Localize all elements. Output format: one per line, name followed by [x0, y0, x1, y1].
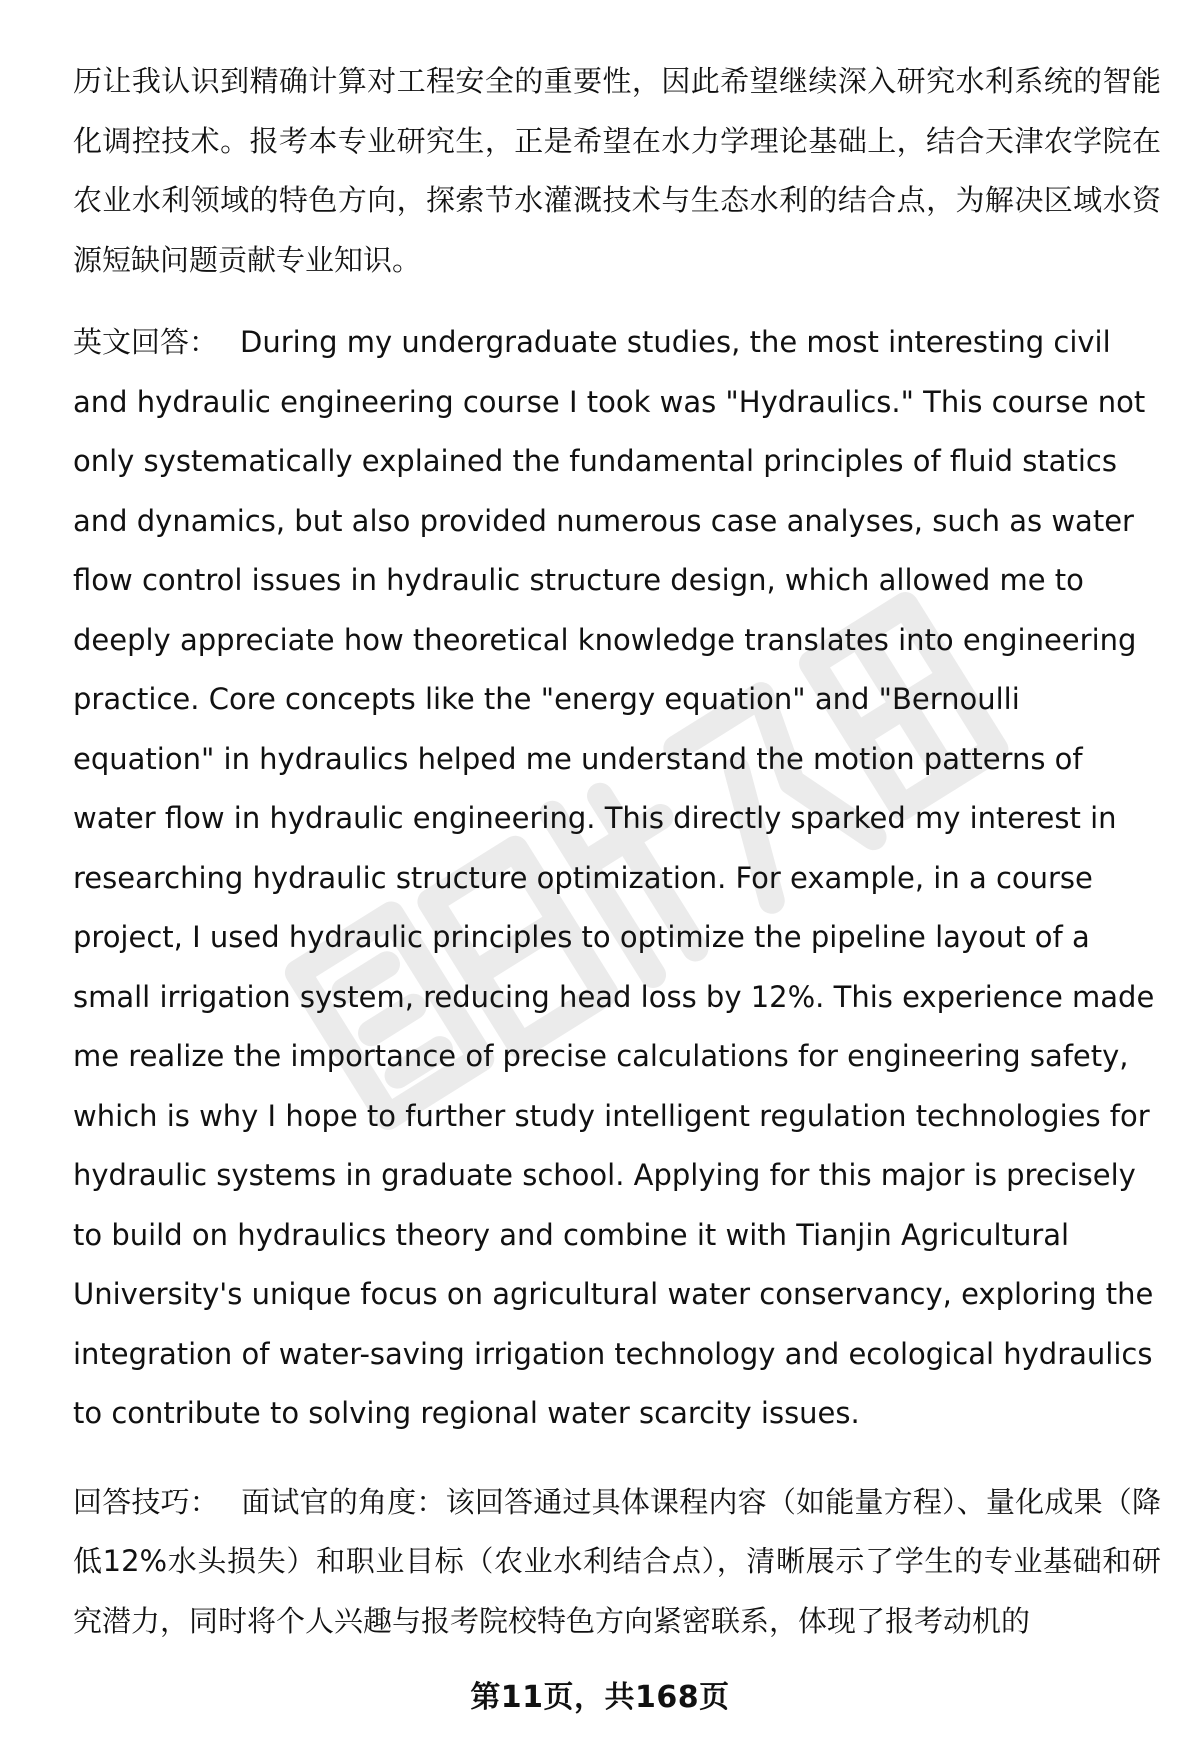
- english-answer-text: During my undergraduate studies, the most interesting civil and hydraulic engineering course I took was "Hydraulics." This course not only systematically explained the fundamental principles of fluid statics and dynamics, but also provided numerous case analyses, such as water flow control issues in hydraulic structure design, which allowed me to deeply appreciate how theoretical knowledge translates into engineering practice. Core concepts like the "energy equation" and "Bernoulli equation" in hydraulics helped me understand the motion patterns of water flow in hydraulic engineering. This directly sparked my interest in researching hydraulic structure optimization. For example, in a course project, I used hydraulic principles to optimize the pipeline layout of a small irrigation system, reducing head loss by 12%. This experience made me realize the importance of precise calculations for engineering safety, which is why I hope to further study intelligent regulation technologies for hydraulic systems in graduate school. Applying for this major is precisely to build on hydraulics theory and combine it with Tianjin Agricultural University's unique focus on agricultural water conservancy, exploring the integration of water-saving irrigation technology and ecological hydraulics to contribute to solving regional water scarcity issues.: [73, 325, 1155, 1430]
- tips-text: 面试官的角度：该回答通过具体课程内容（如能量方程）、量化成果（降低12%水头损失）和职业目标（农业水利结合点），清晰展示了学生的专业基础和研究潜力，同时将个人兴趣与报考院校特色方向紧密联系，体现了报考动机的: [73, 1484, 1161, 1638]
- page-number-footer: 第11页，共168页: [470, 1680, 730, 1715]
- chinese-paragraph-continuation: 历让我认识到精确计算对工程安全的重要性，因此希望继续深入研究水利系统的智能化调控技术。报考本专业研究生，正是希望在水力学理论基础上，结合天津农学院在农业水利领域的特色方向，探索节水灌溉技术与生态水利的结合点，为解决区域水资源短缺问题贡献专业知识。: [73, 64, 1161, 277]
- tips-paragraph: [73, 1473, 1161, 1652]
- tips-label: 回答技巧：: [73, 1484, 220, 1519]
- english-answer-paragraph: [73, 313, 1161, 1444]
- english-answer-label: 英文回答：: [73, 325, 219, 359]
- document-body: [73, 52, 1161, 1651]
